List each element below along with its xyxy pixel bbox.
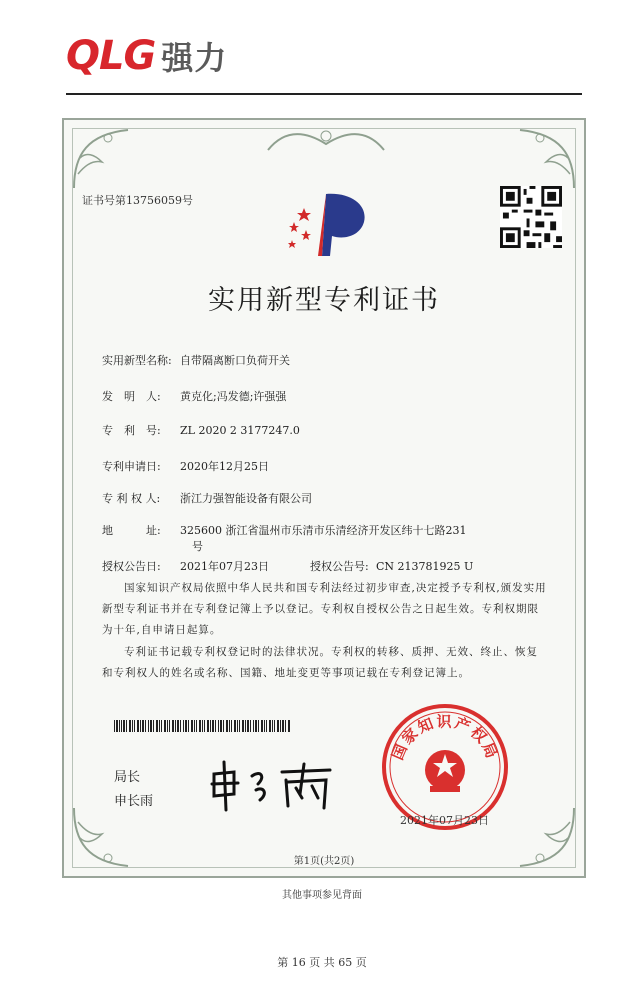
corner-ornament-icon (68, 124, 138, 194)
seal-text: 国家知识产权局 (388, 712, 502, 763)
certificate-title: 实用新型专利证书 (208, 285, 440, 316)
top-ornament-icon (264, 126, 388, 156)
field-utility-model-name (102, 352, 290, 368)
barcode-icon (114, 720, 290, 732)
brand-logo (66, 34, 227, 78)
field-value: ZL 2020 2 3177247.0 (180, 424, 300, 437)
logo-latin-text: QLG (66, 33, 156, 79)
field-value: 2020年12月25日 (180, 460, 269, 473)
director-name: 申长雨 (114, 794, 154, 809)
back-side-note: 其他事项参见背面 (282, 890, 362, 901)
field-value: 浙江力强智能设备有限公司 (180, 492, 312, 505)
field-address-continued: 号 (192, 540, 203, 553)
field-label: 授权公告号: (310, 560, 369, 573)
corner-ornament-icon (510, 124, 580, 194)
certificate-page-note: 第1页(共2页) (293, 856, 355, 867)
field-patent-number (102, 422, 300, 438)
seal-date: 2021年07月23日 (400, 814, 489, 827)
field-grant-number (310, 558, 473, 574)
header-divider (66, 93, 582, 95)
legal-status-statement: 专利证书记载专利权登记时的法律状况。专利权的转移、质押、无效、终止、恢复和专利权人的姓名或名称、国籍、地址变更等事项记载在专利登记簿上。 (102, 646, 538, 679)
director-title: 局长 (114, 770, 141, 785)
field-patentee (102, 490, 312, 506)
certificate-number: 证书号第13756059号 (82, 194, 193, 207)
field-label: 专利申请日: (102, 460, 161, 473)
field-label: 授权公告日: (102, 560, 161, 573)
field-label: 实用新型名称: (102, 354, 172, 367)
field-value: 黄克化;冯发德;许强强 (180, 390, 287, 403)
field-value: 自带隔离断口负荷开关 (180, 354, 290, 367)
field-value: 2021年07月23日 (180, 560, 269, 573)
grant-statement: 国家知识产权局依照中华人民共和国专利法经过初步审查,决定授予专利权,颁发实用新型专利证书并在专利登记簿上予以登记。专利权自授权公告之日起生效。专利权期限为十年,自申请日起算。 (102, 582, 547, 636)
page-number: 第 16 页 共 65 页 (277, 956, 367, 969)
field-inventors (102, 388, 286, 404)
patent-certificate (62, 118, 586, 878)
field-value: CN 213781925 U (376, 560, 474, 573)
field-label: 地 址: (102, 524, 161, 537)
logo-chinese-text: 强力 (161, 39, 228, 77)
patent-emblem-icon (282, 186, 374, 260)
field-value: 325600 浙江省温州市乐清市乐清经济开发区纬十七路231 (180, 524, 467, 537)
field-label: 专 利 权 人: (102, 492, 161, 505)
field-address (102, 522, 466, 538)
handwritten-signature (204, 754, 344, 814)
field-label: 专 利 号: (102, 424, 161, 437)
qr-code-icon (500, 186, 562, 248)
field-label: 发 明 人: (102, 390, 161, 403)
field-application-date (102, 458, 269, 474)
field-grant-date (102, 558, 310, 574)
